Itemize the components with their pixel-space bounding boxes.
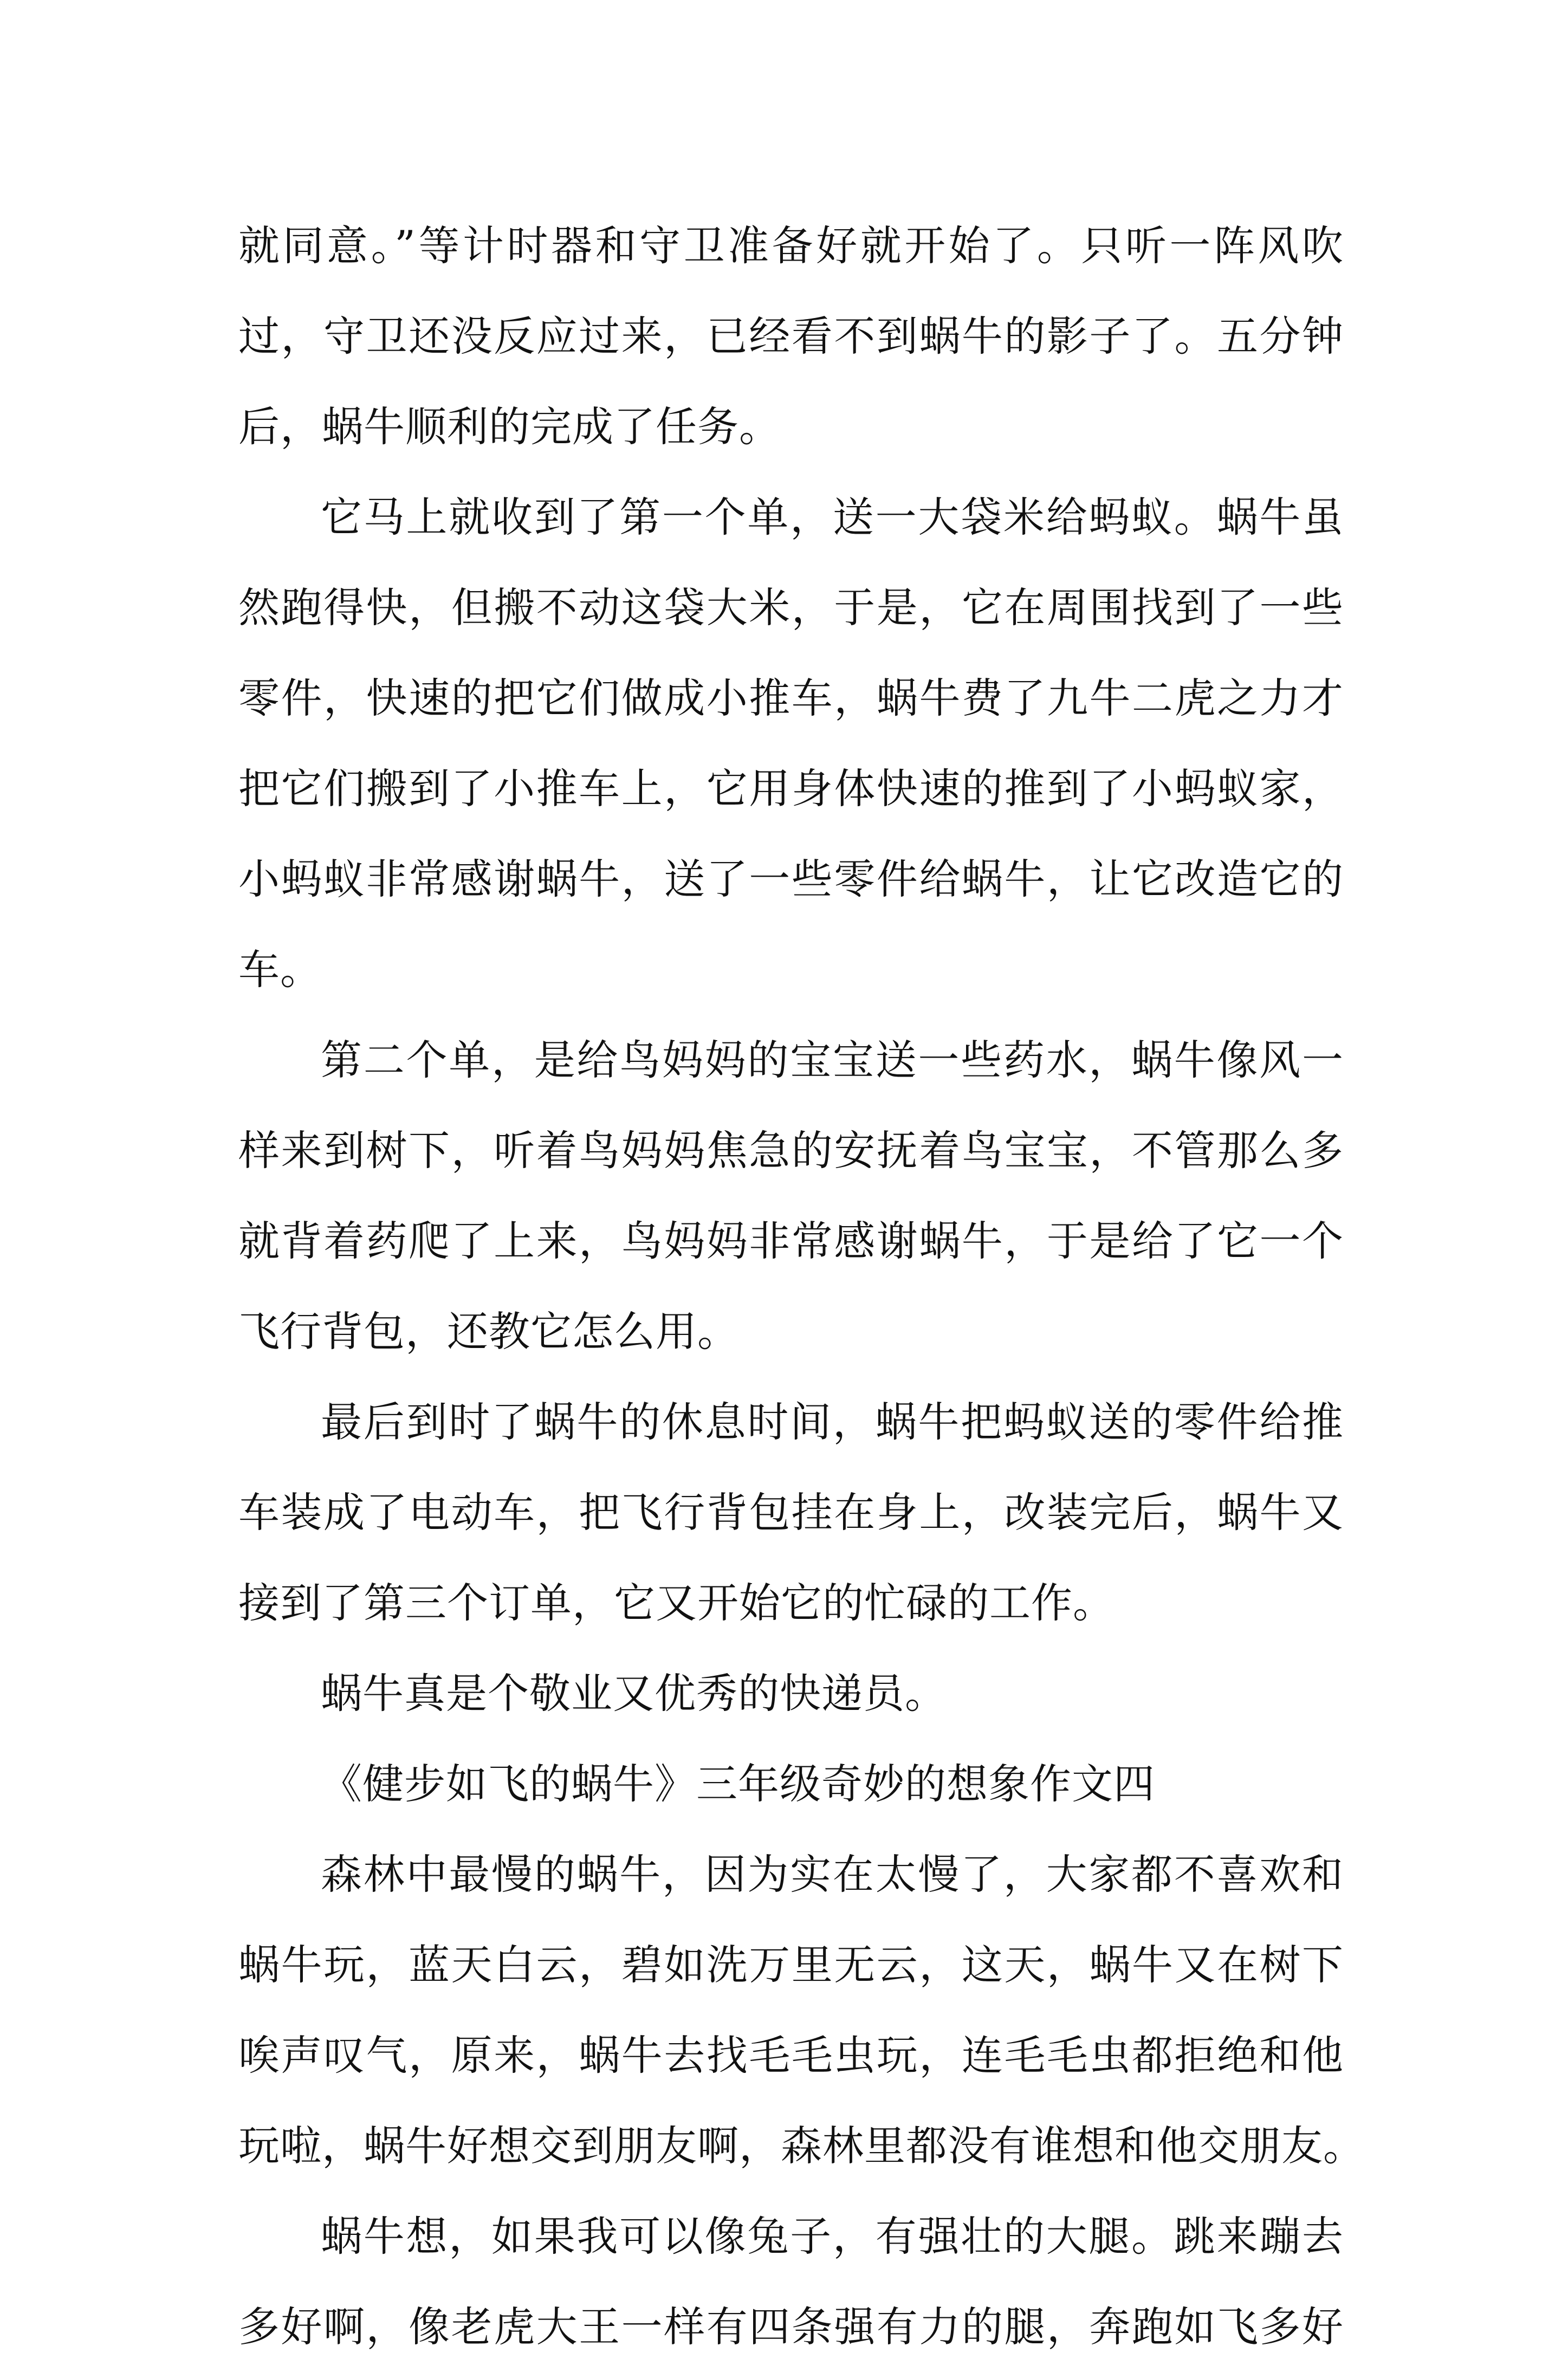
document-body bbox=[238, 200, 1365, 2372]
text-line: 车。 bbox=[238, 945, 322, 994]
section-title: 《健步如飞的蜗牛》三年级奇妙的想象作文四 bbox=[321, 1760, 1155, 1808]
text-line: 接到了第三个订单，它又开始它的忙碌的工作。 bbox=[238, 1579, 1115, 1627]
text-line: 后，蜗牛顺利的完成了任务。 bbox=[238, 403, 781, 451]
paragraph-first-line: 森林中最慢的蜗牛，因为实在太慢了，大家都不喜欢和 bbox=[321, 1850, 1344, 1898]
paragraph-first-line: 蜗牛真是个敬业又优秀的快递员。 bbox=[321, 1669, 947, 1718]
paragraph-first-line: 蜗牛想，如果我可以像兔子，有强壮的大腿。跳来蹦去 bbox=[321, 2212, 1344, 2260]
text-line: 小蚂蚁非常感谢蜗牛，送了一些零件给蜗牛，让它改造它的 bbox=[238, 855, 1344, 903]
text-line: 就背着药爬了上来，鸟妈妈非常感谢蜗牛，于是给了它一个 bbox=[238, 1217, 1344, 1265]
paragraph-first-line: 第二个单，是给鸟妈妈的宝宝送一些药水，蜗牛像风一 bbox=[321, 1036, 1344, 1084]
text-line: 车装成了电动车，把飞行背包挂在身上，改装完后，蜗牛又 bbox=[238, 1488, 1344, 1537]
text-line: 把它们搬到了小推车上，它用身体快速的推到了小蚂蚁家， bbox=[238, 764, 1344, 813]
text-line: 多好啊，像老虎大王一样有四条强有力的腿，奔跑如飞多好 bbox=[238, 2303, 1344, 2351]
text-line: 零件，快速的把它们做成小推车，蜗牛费了九牛二虎之力才 bbox=[238, 674, 1344, 722]
text-line: 玩啦，蜗牛好想交到朋友啊，森林里都没有谁想和他交朋友。 bbox=[238, 2122, 1365, 2170]
paragraph-first-line: 最后到时了蜗牛的休息时间，蜗牛把蚂蚁送的零件给推 bbox=[321, 1398, 1344, 1446]
text-line: 样来到树下，听着鸟妈妈焦急的安抚着鸟宝宝，不管那么多 bbox=[238, 1126, 1344, 1175]
paragraph-first-line: 它马上就收到了第一个单，送一大袋米给蚂蚁。蜗牛虽 bbox=[321, 493, 1344, 541]
text-line: 飞行背包，还教它怎么用。 bbox=[238, 1307, 739, 1356]
text-line: 过，守卫还没反应过来，已经看不到蜗牛的影子了。五分钟 bbox=[238, 312, 1344, 360]
text-line: 蜗牛玩，蓝天白云，碧如洗万里无云，这天，蜗牛又在树下 bbox=[238, 1941, 1344, 1989]
text-line: 就同意。”等计时器和守卫准备好就开始了。只听一阵风吹 bbox=[238, 222, 1344, 270]
text-line: 然跑得快，但搬不动这袋大米，于是，它在周围找到了一些 bbox=[238, 584, 1344, 632]
text-line: 唉声叹气，原来，蜗牛去找毛毛虫玩，连毛毛虫都拒绝和他 bbox=[238, 2031, 1344, 2079]
